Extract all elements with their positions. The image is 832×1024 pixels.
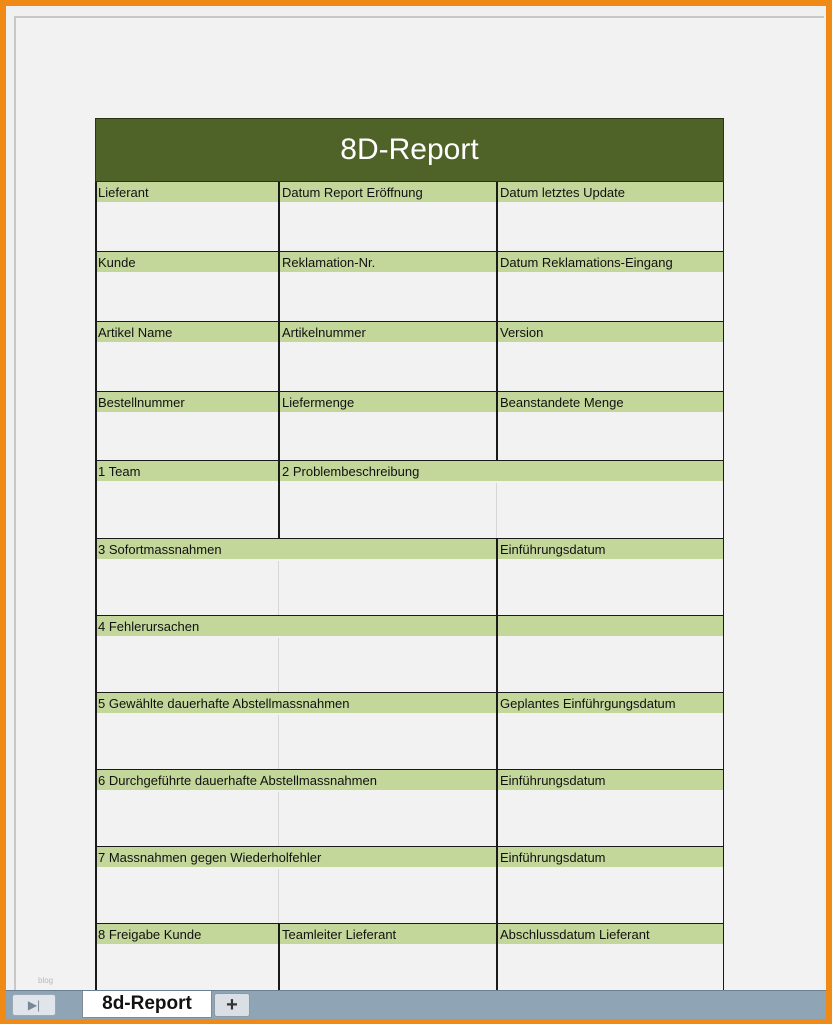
watermark: blog	[38, 976, 54, 985]
form-row-root-causes	[95, 616, 724, 693]
label-implementation-date: Einführungsdatum	[500, 542, 606, 557]
label-problem-description: 2 Problembeschreibung	[282, 464, 420, 479]
label-supplier-closing-date: Abschlussdatum Lieferant	[500, 927, 650, 942]
form-row-supplier	[95, 182, 724, 252]
form-row-permanent-actions	[95, 693, 724, 770]
label-band	[95, 322, 724, 342]
label-immediate-actions: 3 Sofortmassnahmen	[98, 542, 222, 557]
label-supplier: Lieferant	[98, 185, 149, 200]
label-article-number: Artikelnummer	[282, 325, 366, 340]
sheet-tab-8d-report[interactable]: 8d-Report	[82, 991, 212, 1018]
sheet-tab-bar	[6, 990, 826, 1019]
label-implementation-date: Einführungsdatum	[500, 773, 606, 788]
label-delivery-quantity: Liefermenge	[282, 395, 355, 410]
report-title: 8D-Report	[95, 118, 724, 182]
label-planned-implementation-date: Geplantes Einführgungsdatum	[500, 696, 676, 711]
label-last-update-date: Datum letztes Update	[500, 185, 626, 200]
label-recurrence-prevention: 7 Massnahmen gegen Wiederholfehler	[98, 850, 322, 865]
last-sheet-nav-icon[interactable]: ▶|	[12, 994, 56, 1016]
form-row-customer	[95, 252, 724, 322]
label-executed-permanent-actions: 6 Durchgeführte dauerhafte Abstellmassnahmen	[98, 773, 377, 788]
label-report-open-date: Datum Report Eröffnung	[282, 185, 423, 200]
label-chosen-permanent-actions: 5 Gewählte dauerhafte Abstellmassnahmen	[98, 696, 350, 711]
form-row-executed-actions	[95, 770, 724, 847]
label-implementation-date: Einführungsdatum	[500, 850, 606, 865]
report-grid	[95, 182, 724, 994]
label-rejected-quantity: Beanstandete Menge	[500, 395, 624, 410]
form-row-article	[95, 322, 724, 392]
label-complaint-number: Reklamation-Nr.	[282, 255, 376, 270]
add-sheet-icon[interactable]: +	[214, 993, 250, 1017]
form-row-recurrence-prevention	[95, 847, 724, 924]
label-customer-approval: 8 Freigabe Kunde	[98, 927, 202, 942]
label-team: 1 Team	[98, 464, 141, 479]
form-row-immediate-actions	[95, 539, 724, 616]
label-band	[95, 392, 724, 412]
label-order-number: Bestellnummer	[98, 395, 185, 410]
label-supplier-team-lead: Teamleiter Lieferant	[282, 927, 397, 942]
label-root-causes: 4 Fehlerursachen	[98, 619, 200, 634]
label-article-name: Artikel Name	[98, 325, 173, 340]
label-version: Version	[500, 325, 544, 340]
form-row-order	[95, 392, 724, 461]
report-form	[95, 118, 724, 994]
form-row-team-problem	[95, 461, 724, 539]
label-customer: Kunde	[98, 255, 136, 270]
form-row-approval	[95, 924, 724, 994]
label-complaint-received-date: Datum Reklamations-Eingang	[500, 255, 673, 270]
